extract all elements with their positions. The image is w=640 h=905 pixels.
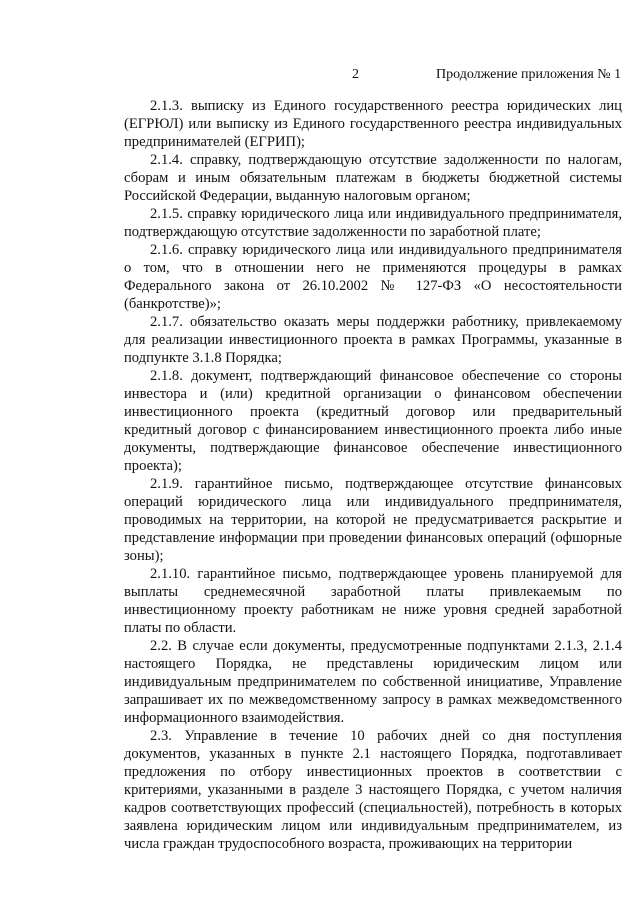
paragraph-2-2: 2.2. В случае если документы, предусмотренные подпунктами 2.1.3, 2.1.4 настоящего Порядка, не представлены юридическим лицом или индивидуальным предпринимателем по собственной инициативе, Управление запрашивает их по межведомственному запросу в рамках межведомственного информационного взаимодействия.: [124, 638, 622, 726]
paragraph-2-1-10: 2.1.10. гарантийное письмо, подтверждающее уровень планируемой для выплаты среднемесячной заработной платы привлекаемым по инвестиционному проекту работникам не ниже уровня средней заработной платы по области.: [124, 566, 622, 636]
paragraph-2-3: 2.3. Управление в течение 10 рабочих дней со дня поступления документов, указанных в пункте 2.1 настоящего Порядка, подготавливает предложения по отбору инвестиционных проектов в соответствии с критериями, указанными в разделе 3 настоящего Порядка, с учетом наличия кадров соответствующих профессий (специальностей), потребность в которых заявлена юридическим лицом или индивидуальным предпринимателем, из числа граждан трудоспособного возраста, проживающих на территории: [124, 728, 622, 852]
paragraph-2-1-9: 2.1.9. гарантийное письмо, подтверждающее отсутствие финансовых операций юридического лица или индивидуального предпринимателя, проводимых на территории, на которой не предусматривается раскрытие и представление информации при проведении финансовых операций (офшорные зоны);: [124, 476, 622, 564]
paragraph-2-1-3: 2.1.3. выписку из Единого государственного реестра юридических лиц (ЕГРЮЛ) или выписку из Единого государственного реестра индивидуальных предпринимателей (ЕГРИП);: [124, 98, 622, 150]
paragraph-2-1-4: 2.1.4. справку, подтверждающую отсутствие задолженности по налогам, сборам и иным обязательным платежам в бюджеты бюджетной системы Российской Федерации, выданную налоговым органом;: [124, 152, 622, 204]
paragraph-2-1-7: 2.1.7. обязательство оказать меры поддержки работнику, привлекаемому для реализации инвестиционного проекта в рамках Программы, указанные в подпункте 3.1.8 Порядка;: [124, 314, 622, 366]
appendix-note: Продолжение приложения № 1: [436, 67, 622, 82]
document-body: [124, 97, 622, 853]
paragraph-2-1-6: 2.1.6. справку юридического лица или индивидуального предпринимателя о том, что в отношении него не применяются процедуры в рамках Федерального закона от 26.10.2002 № 127-ФЗ «О несостоятельности (банкротстве)»;: [124, 242, 622, 312]
page-number: 2: [352, 67, 359, 82]
paragraph-2-1-5: 2.1.5. справку юридического лица или индивидуального предпринимателя, подтверждающую отсутствие задолженности по заработной плате;: [124, 206, 622, 240]
paragraph-2-1-8: 2.1.8. документ, подтверждающий финансовое обеспечение со стороны инвестора и (или) кредитной организации о финансовом обеспечении инвестиционного проекта (кредитный договор или предварительный кредитный договор с финансированием инвестиционного проекта либо иные документы, подтверждающие финансовое обеспечение инвестиционного проекта);: [124, 368, 622, 474]
